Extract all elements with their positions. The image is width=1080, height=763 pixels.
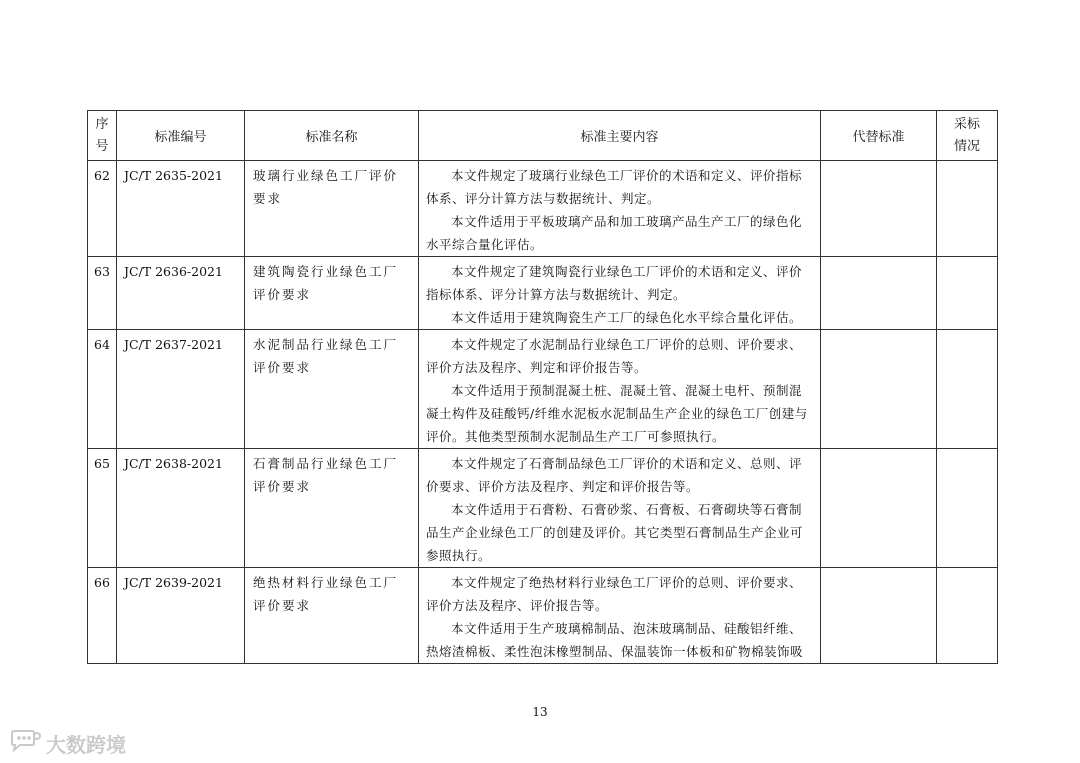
row-replaced [821, 568, 936, 571]
row-content [419, 330, 820, 448]
row-name: 水泥制品行业绿色工厂评价要求 [253, 337, 399, 375]
chat-bubble-logo-icon [8, 729, 42, 758]
row-adopt [937, 257, 997, 260]
row-seq: 62 [94, 168, 110, 183]
row-name: 石膏制品行业绿色工厂评价要求 [253, 456, 399, 494]
header-adopt: 采标 情况 [937, 111, 998, 161]
content-paragraph: 本文件适用于预制混凝土桩、混凝土管、混凝土电杆、预制混凝土构件及硅酸钙/纤维水泥板水泥制品生产企业的绿色工厂创建与评价。其他类型预制水泥制品生产工厂可参照执行。 [426, 383, 808, 444]
content-paragraph: 本文件规定了石膏制品绿色工厂评价的术语和定义、总则、评价要求、评价方法及程序、判定和评价报告等。 [426, 456, 803, 494]
table-row [88, 330, 998, 449]
row-code: JC/T 2637-2021 [124, 337, 223, 352]
content-paragraph: 本文件规定了绝热材料行业绿色工厂评价的总则、评价要求、评价方法及程序、评价报告等。 [426, 575, 803, 613]
row-content [419, 257, 820, 329]
row-seq: 66 [94, 575, 110, 590]
table-row [88, 257, 998, 330]
content-paragraph: 本文件规定了玻璃行业绿色工厂评价的术语和定义、评价指标体系、评分计算方法与数据统计、判定。 [426, 168, 803, 206]
content-paragraph: 本文件适用于石膏粉、石膏砂浆、石膏板、石膏砌块等石膏制品生产企业绿色工厂的创建及评价。其它类型石膏制品生产企业可参照执行。 [426, 502, 804, 563]
row-replaced [821, 257, 936, 260]
row-content [419, 161, 820, 256]
row-name: 玻璃行业绿色工厂评价要求 [253, 168, 399, 206]
row-adopt [937, 449, 997, 452]
row-name: 建筑陶瓷行业绿色工厂评价要求 [253, 264, 399, 302]
watermark-text: 大数跨境 [46, 732, 126, 757]
row-code: JC/T 2635-2021 [124, 168, 223, 183]
content-paragraph: 本文件适用于平板玻璃产品和加工玻璃产品生产工厂的绿色化水平综合量化评估。 [426, 214, 803, 252]
row-adopt [937, 330, 997, 333]
header-name: 标准名称 [245, 111, 419, 161]
table-row [88, 449, 998, 568]
row-seq: 64 [94, 337, 110, 352]
header-replaced: 代替标准 [821, 111, 937, 161]
row-name: 绝热材料行业绿色工厂评价要求 [253, 575, 399, 613]
content-paragraph: 本文件适用于生产玻璃棉制品、泡沫玻璃制品、硅酸铝纤维、热熔渣棉板、柔性泡沫橡塑制品、保温装饰一体板和矿物棉装饰吸 [426, 621, 804, 659]
standards-table [87, 110, 998, 664]
table-row [88, 568, 998, 664]
row-seq: 63 [94, 264, 110, 279]
row-adopt [937, 568, 997, 571]
content-paragraph: 本文件适用于建筑陶瓷生产工厂的绿色化水平综合量化评估。 [451, 310, 803, 325]
content-paragraph: 本文件规定了水泥制品行业绿色工厂评价的总则、评价要求、评价方法及程序、判定和评价报告等。 [426, 337, 803, 375]
row-code: JC/T 2639-2021 [124, 575, 223, 590]
row-replaced [821, 161, 936, 164]
row-content [419, 449, 820, 567]
header-seq: 序 号 [88, 111, 117, 161]
row-replaced [821, 449, 936, 452]
table-row [88, 161, 998, 257]
row-code: JC/T 2636-2021 [124, 264, 223, 279]
table-header-row [88, 111, 998, 161]
page-number: 13 [532, 705, 548, 719]
row-code: JC/T 2638-2021 [124, 456, 223, 471]
row-adopt [937, 161, 997, 164]
header-code: 标准编号 [117, 111, 245, 161]
row-replaced [821, 330, 936, 333]
row-content [419, 568, 820, 663]
watermark [8, 730, 126, 756]
row-seq: 65 [94, 456, 110, 471]
header-content: 标准主要内容 [419, 111, 821, 161]
content-paragraph: 本文件规定了建筑陶瓷行业绿色工厂评价的术语和定义、评价指标体系、评分计算方法与数据统计、判定。 [426, 264, 803, 302]
